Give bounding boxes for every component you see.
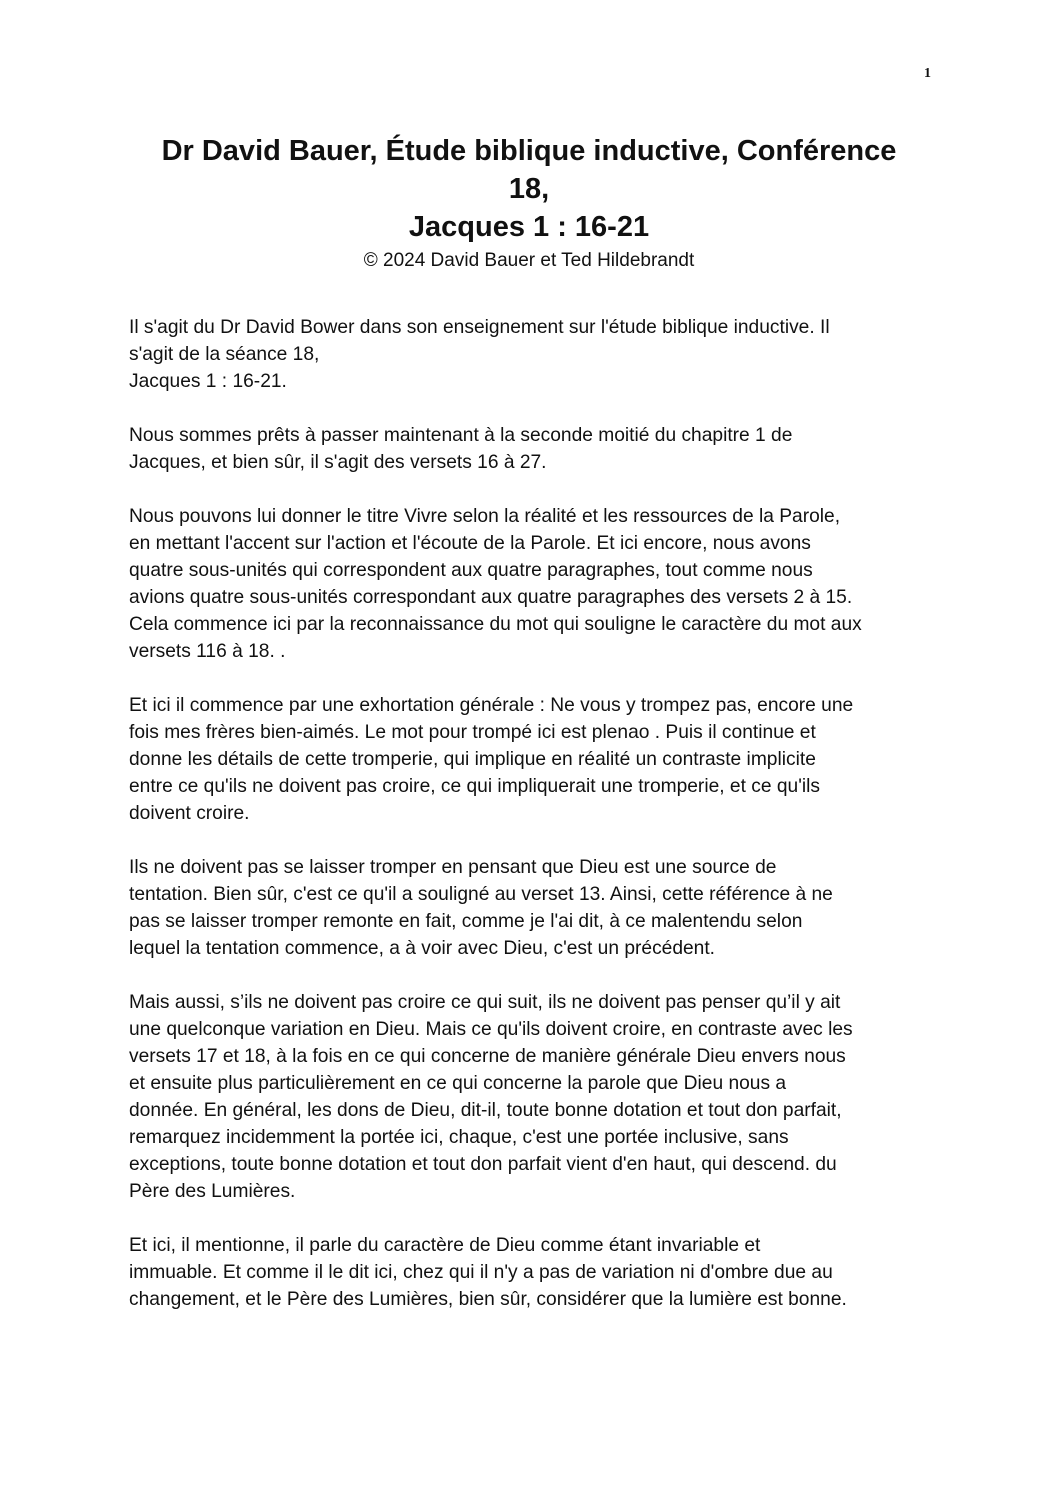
text-line: versets 116 à 18. . xyxy=(129,641,286,662)
text-line: Jacques 1 : 16-21. xyxy=(129,371,287,392)
paragraph xyxy=(129,1232,949,1313)
text-line: Mais aussi, s’ils ne doivent pas croire ce qui suit, ils ne doivent pas penser qu’il y ait xyxy=(129,992,841,1013)
text-line: quatre sous-unités qui correspondent aux quatre paragraphes, tout comme nous xyxy=(129,560,813,581)
text-line: fois mes frères bien-aimés. Le mot pour trompé ici est plenao . Puis il continue et xyxy=(129,722,816,743)
text-line: Jacques, et bien sûr, il s'agit des versets 16 à 27. xyxy=(129,452,547,473)
text-line: remarquez incidemment la portée ici, chaque, c'est une portée inclusive, sans xyxy=(129,1127,789,1148)
text-line: en mettant l'accent sur l'action et l'écoute de la Parole. Et ici encore, nous avons xyxy=(129,533,811,554)
paragraph xyxy=(129,989,949,1205)
document-header xyxy=(100,132,958,274)
paragraph xyxy=(129,422,949,476)
text-line: Il s'agit du Dr David Bower dans son enseignement sur l'étude biblique inductive. Il xyxy=(129,317,830,338)
paragraph xyxy=(129,692,949,827)
text-line: doivent croire. xyxy=(129,803,250,824)
text-line: donnée. En général, les dons de Dieu, dit-il, toute bonne dotation et tout don parfait, xyxy=(129,1100,842,1121)
text-line: pas se laisser tromper remonte en fait, comme je l'ai dit, à ce malentendu selon xyxy=(129,911,803,932)
text-line: tentation. Bien sûr, c'est ce qu'il a souligné au verset 13. Ainsi, cette référence à ne xyxy=(129,884,833,905)
text-line: entre ce qu'ils ne doivent pas croire, ce qui impliquerait une tromperie, et ce qu'ils xyxy=(129,776,820,797)
text-line: changement, et le Père des Lumières, bien sûr, considérer que la lumière est bonne. xyxy=(129,1289,847,1310)
document-title-line-2: 18, xyxy=(508,173,550,205)
copyright-notice: © 2024 David Bauer et Ted Hildebrandt xyxy=(363,250,695,271)
text-line: immuable. Et comme il le dit ici, chez qui il n'y a pas de variation ni d'ombre due au xyxy=(129,1262,833,1283)
text-line: Cela commence ici par la reconnaissance du mot qui souligne le caractère du mot aux xyxy=(129,614,862,635)
document-body xyxy=(129,314,949,1340)
paragraph xyxy=(129,503,949,665)
text-line: une quelconque variation en Dieu. Mais ce qu'ils doivent croire, en contraste avec les xyxy=(129,1019,853,1040)
text-line: Père des Lumières. xyxy=(129,1181,296,1202)
paragraph xyxy=(129,314,949,395)
text-line: Et ici, il mentionne, il parle du caractère de Dieu comme étant invariable et xyxy=(129,1235,761,1256)
text-line: s'agit de la séance 18, xyxy=(129,344,320,365)
text-line: Ils ne doivent pas se laisser tromper en pensant que Dieu est une source de xyxy=(129,857,777,878)
document-title-line-3: Jacques 1 : 16-21 xyxy=(408,211,650,243)
text-line: lequel la tentation commence, a à voir avec Dieu, c'est un précédent. xyxy=(129,938,716,959)
text-line: avions quatre sous-unités correspondant aux quatre paragraphes des versets 2 à 15. xyxy=(129,587,853,608)
text-line: et ensuite plus particulièrement en ce qui concerne la parole que Dieu nous a xyxy=(129,1073,787,1094)
paragraph xyxy=(129,854,949,962)
page-number: 1 xyxy=(924,66,931,81)
text-line: Et ici il commence par une exhortation générale : Ne vous y trompez pas, encore une xyxy=(129,695,854,716)
text-line: Nous sommes prêts à passer maintenant à la seconde moitié du chapitre 1 de xyxy=(129,425,793,446)
text-line: Nous pouvons lui donner le titre Vivre selon la réalité et les ressources de la Parole, xyxy=(129,506,841,527)
document-title-line-1: Dr David Bauer, Étude biblique inductive, Conférence xyxy=(161,135,897,167)
text-line: donne les détails de cette tromperie, qui implique en réalité un contraste implicite xyxy=(129,749,816,770)
text-line: versets 17 et 18, à la fois en ce qui concerne de manière générale Dieu envers nous xyxy=(129,1046,846,1067)
text-line: exceptions, toute bonne dotation et tout don parfait vient d'en haut, qui descend. du xyxy=(129,1154,837,1175)
